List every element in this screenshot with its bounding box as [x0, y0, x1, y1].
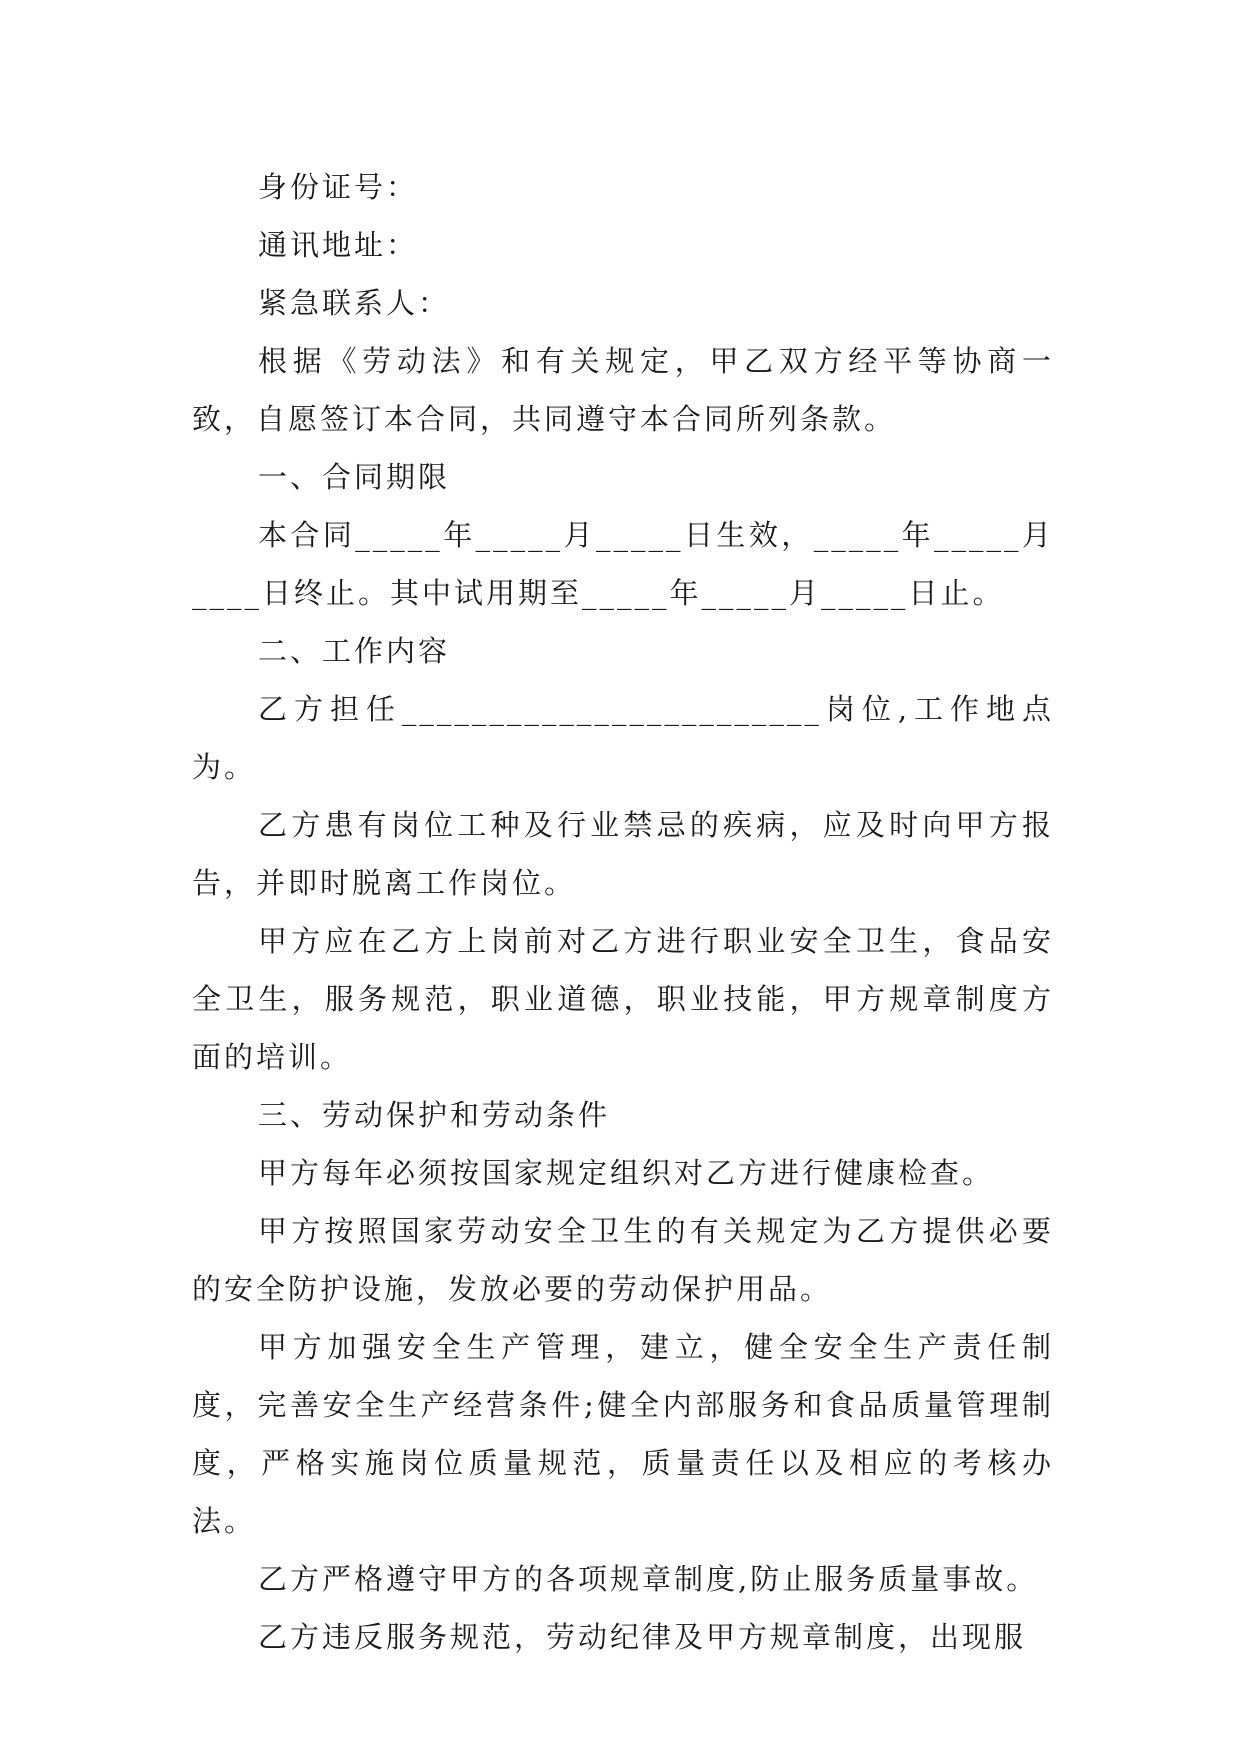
paragraph-id-number: 身份证号： — [258, 170, 419, 204]
paragraph-safety-management: 甲方加强安全生产管理，建立，健全安全生产责任制度，完善安全生产经营条件;健全内部服务和食品质量管理制度，严格实施岗位质量规范，质量责任以及相应的考核办法。 — [192, 1330, 1054, 1538]
paragraph-disease-report: 乙方患有岗位工种及行业禁忌的疾病，应及时向甲方报告，并即时脱离工作岗位。 — [192, 808, 1054, 900]
paragraph-job-position: 乙方担任________________________岗位,工作地点为。 — [192, 692, 1054, 784]
paragraph-training: 甲方应在乙方上岗前对乙方进行职业安全卫生，食品安全卫生，服务规范，职业道德，职业技能，甲方规章制度方面的培训。 — [192, 924, 1054, 1074]
section-heading-job-content: 二、工作内容 — [258, 634, 451, 668]
document-body — [192, 158, 1054, 1666]
paragraph-health-check: 甲方每年必须按国家规定组织对乙方进行健康检查。 — [258, 1156, 995, 1190]
paragraph-contract-dates: 本合同_____年_____月_____日生效，_____年_____月____日终止。其中试用期至_____年_____月_____日止。 — [192, 518, 1054, 610]
paragraph-rules-compliance: 乙方严格遵守甲方的各项规章制度,防止服务质量事故。 — [258, 1562, 1039, 1596]
paragraph-violations: 乙方违反服务规范，劳动纪律及甲方规章制度，出现服 — [258, 1620, 1027, 1654]
paragraph-safety-equipment: 甲方按照国家劳动安全卫生的有关规定为乙方提供必要的安全防护设施，发放必要的劳动保护用品。 — [192, 1214, 1054, 1306]
paragraph-address: 通讯地址： — [258, 228, 419, 262]
section-heading-labor-protection: 三、劳动保护和劳动条件 — [258, 1098, 611, 1132]
section-heading-contract-term: 一、合同期限 — [258, 460, 451, 494]
paragraph-emergency-contact: 紧急联系人： — [258, 286, 451, 320]
paragraph-preamble: 根据《劳动法》和有关规定，甲乙双方经平等协商一致，自愿签订本合同，共同遵守本合同所列条款。 — [192, 344, 1054, 436]
